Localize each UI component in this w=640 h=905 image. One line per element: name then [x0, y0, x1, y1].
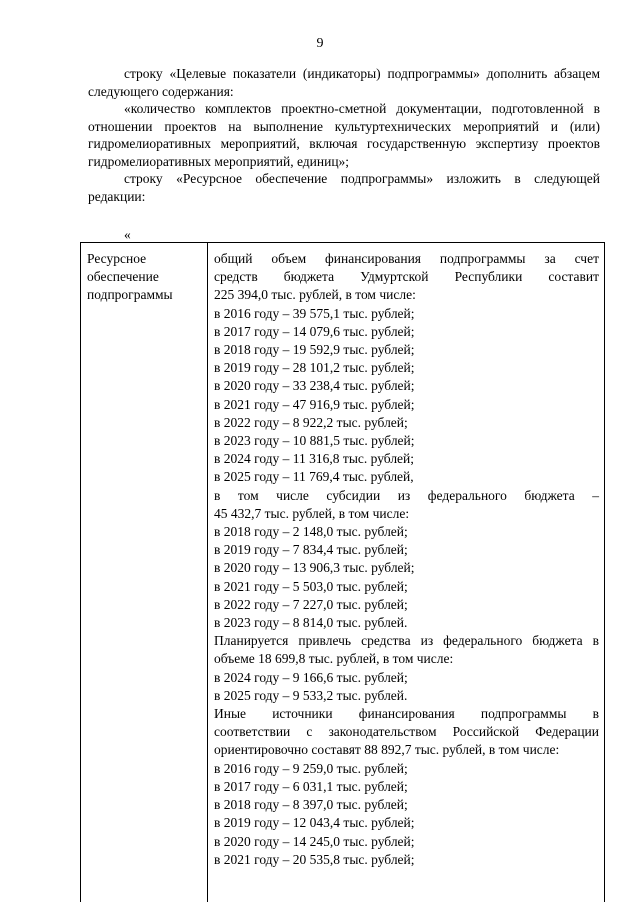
table-content-line: в 2022 году – 7 227,0 тыс. рублей;: [214, 596, 408, 612]
table-content-line: в 2017 году – 14 079,6 тыс. рублей;: [214, 323, 415, 339]
table-content-line: в 2020 году – 13 906,3 тыс. рублей;: [214, 560, 415, 576]
table-content-line: 225 394,0 тыс. рублей, в том числе:: [214, 287, 416, 303]
table-content-line: в 2023 году – 8 814,0 тыс. рублей.: [214, 615, 408, 631]
table-label-cell: [81, 243, 208, 902]
table-content-line: в 2022 году – 8 922,2 тыс. рублей;: [214, 414, 408, 430]
table-content-line: в 2019 году – 28 101,2 тыс. рублей;: [214, 360, 415, 376]
table-content-line: в 2025 году – 9 533,2 тыс. рублей.: [214, 687, 408, 703]
intro-paragraph-1: строку «Целевые показатели (индикаторы) подпрограммы» дополнить абзацем следующего содержания:: [88, 66, 600, 99]
table-content-line: в 2021 году – 5 503,0 тыс. рублей;: [214, 578, 408, 594]
table-label-line: подпрограммы: [87, 287, 173, 302]
table-content-line: в 2016 году – 39 575,1 тыс. рублей;: [214, 305, 415, 321]
table-content-line: в 2018 году – 2 148,0 тыс. рублей;: [214, 524, 408, 540]
table-content-line: в 2018 году – 19 592,9 тыс. рублей;: [214, 342, 415, 358]
table-content-line: Иные источники финансирования подпрограммы в: [214, 706, 599, 722]
table-content-line: средств бюджета Удмуртской Республики составит: [214, 269, 599, 285]
table-label-line: Ресурсное: [87, 251, 147, 266]
table-content-line: в 2019 году – 7 834,4 тыс. рублей;: [214, 542, 408, 558]
table-content-line: в 2021 году – 20 535,8 тыс. рублей;: [214, 851, 415, 867]
intro-paragraph-3: строку «Ресурсное обеспечение подпрограммы» изложить в следующей редакции:: [88, 171, 600, 204]
table-content-cell: [208, 243, 604, 902]
intro-text: [88, 65, 600, 205]
table-content-line: в 2024 году – 11 316,8 тыс. рублей;: [214, 451, 415, 467]
table-content-line: общий объем финансирования подпрограммы за счет: [214, 251, 599, 266]
table-content-line: Планируется привлечь средства из федерального бюджета в: [214, 633, 599, 649]
table-content-line: в 2023 году – 10 881,5 тыс. рублей;: [214, 433, 415, 449]
opening-quote: «: [124, 227, 131, 242]
page-number: 9: [316, 36, 324, 51]
table-content-line: в 2020 году – 14 245,0 тыс. рублей;: [214, 833, 415, 849]
table-content-line: ориентировочно составят 88 892,7 тыс. рублей, в том числе:: [214, 742, 560, 758]
table-content-line: в 2019 году – 12 043,4 тыс. рублей;: [214, 815, 415, 831]
table-content-line: в 2018 году – 8 397,0 тыс. рублей;: [214, 797, 408, 813]
table-content-line: 45 432,7 тыс. рублей, в том числе:: [214, 505, 410, 521]
table-content-line: в 2020 году – 33 238,4 тыс. рублей;: [214, 378, 415, 394]
table-content-line: в 2016 году – 9 259,0 тыс. рублей;: [214, 760, 408, 776]
table-content-line: в 2025 году – 11 769,4 тыс. рублей,: [214, 469, 414, 485]
table-content-line: в 2021 году – 47 916,9 тыс. рублей;: [214, 396, 415, 412]
table-content-line: в 2024 году – 9 166,6 тыс. рублей;: [214, 669, 408, 685]
resource-table: [80, 242, 605, 902]
table-content-line: в 2017 году – 6 031,1 тыс. рублей;: [214, 778, 408, 794]
table-label-line: обеспечение: [87, 269, 159, 284]
table-content-line: соответствии с законодательством Российской Федерации: [214, 724, 599, 740]
table-content-line: в том числе субсидии из федерального бюджета –: [214, 487, 599, 503]
intro-paragraph-2: «количество комплектов проектно-сметной документации, подготовленной в отношении проектов на выполнение культуртехнических мероприятий и (или) гидромелиоративных мероприятий, включая государственную экспертизу проектов гидромелиоративных мероприятий, единиц»;: [88, 101, 600, 169]
table-content-line: объеме 18 699,8 тыс. рублей, в том числе:: [214, 651, 454, 667]
